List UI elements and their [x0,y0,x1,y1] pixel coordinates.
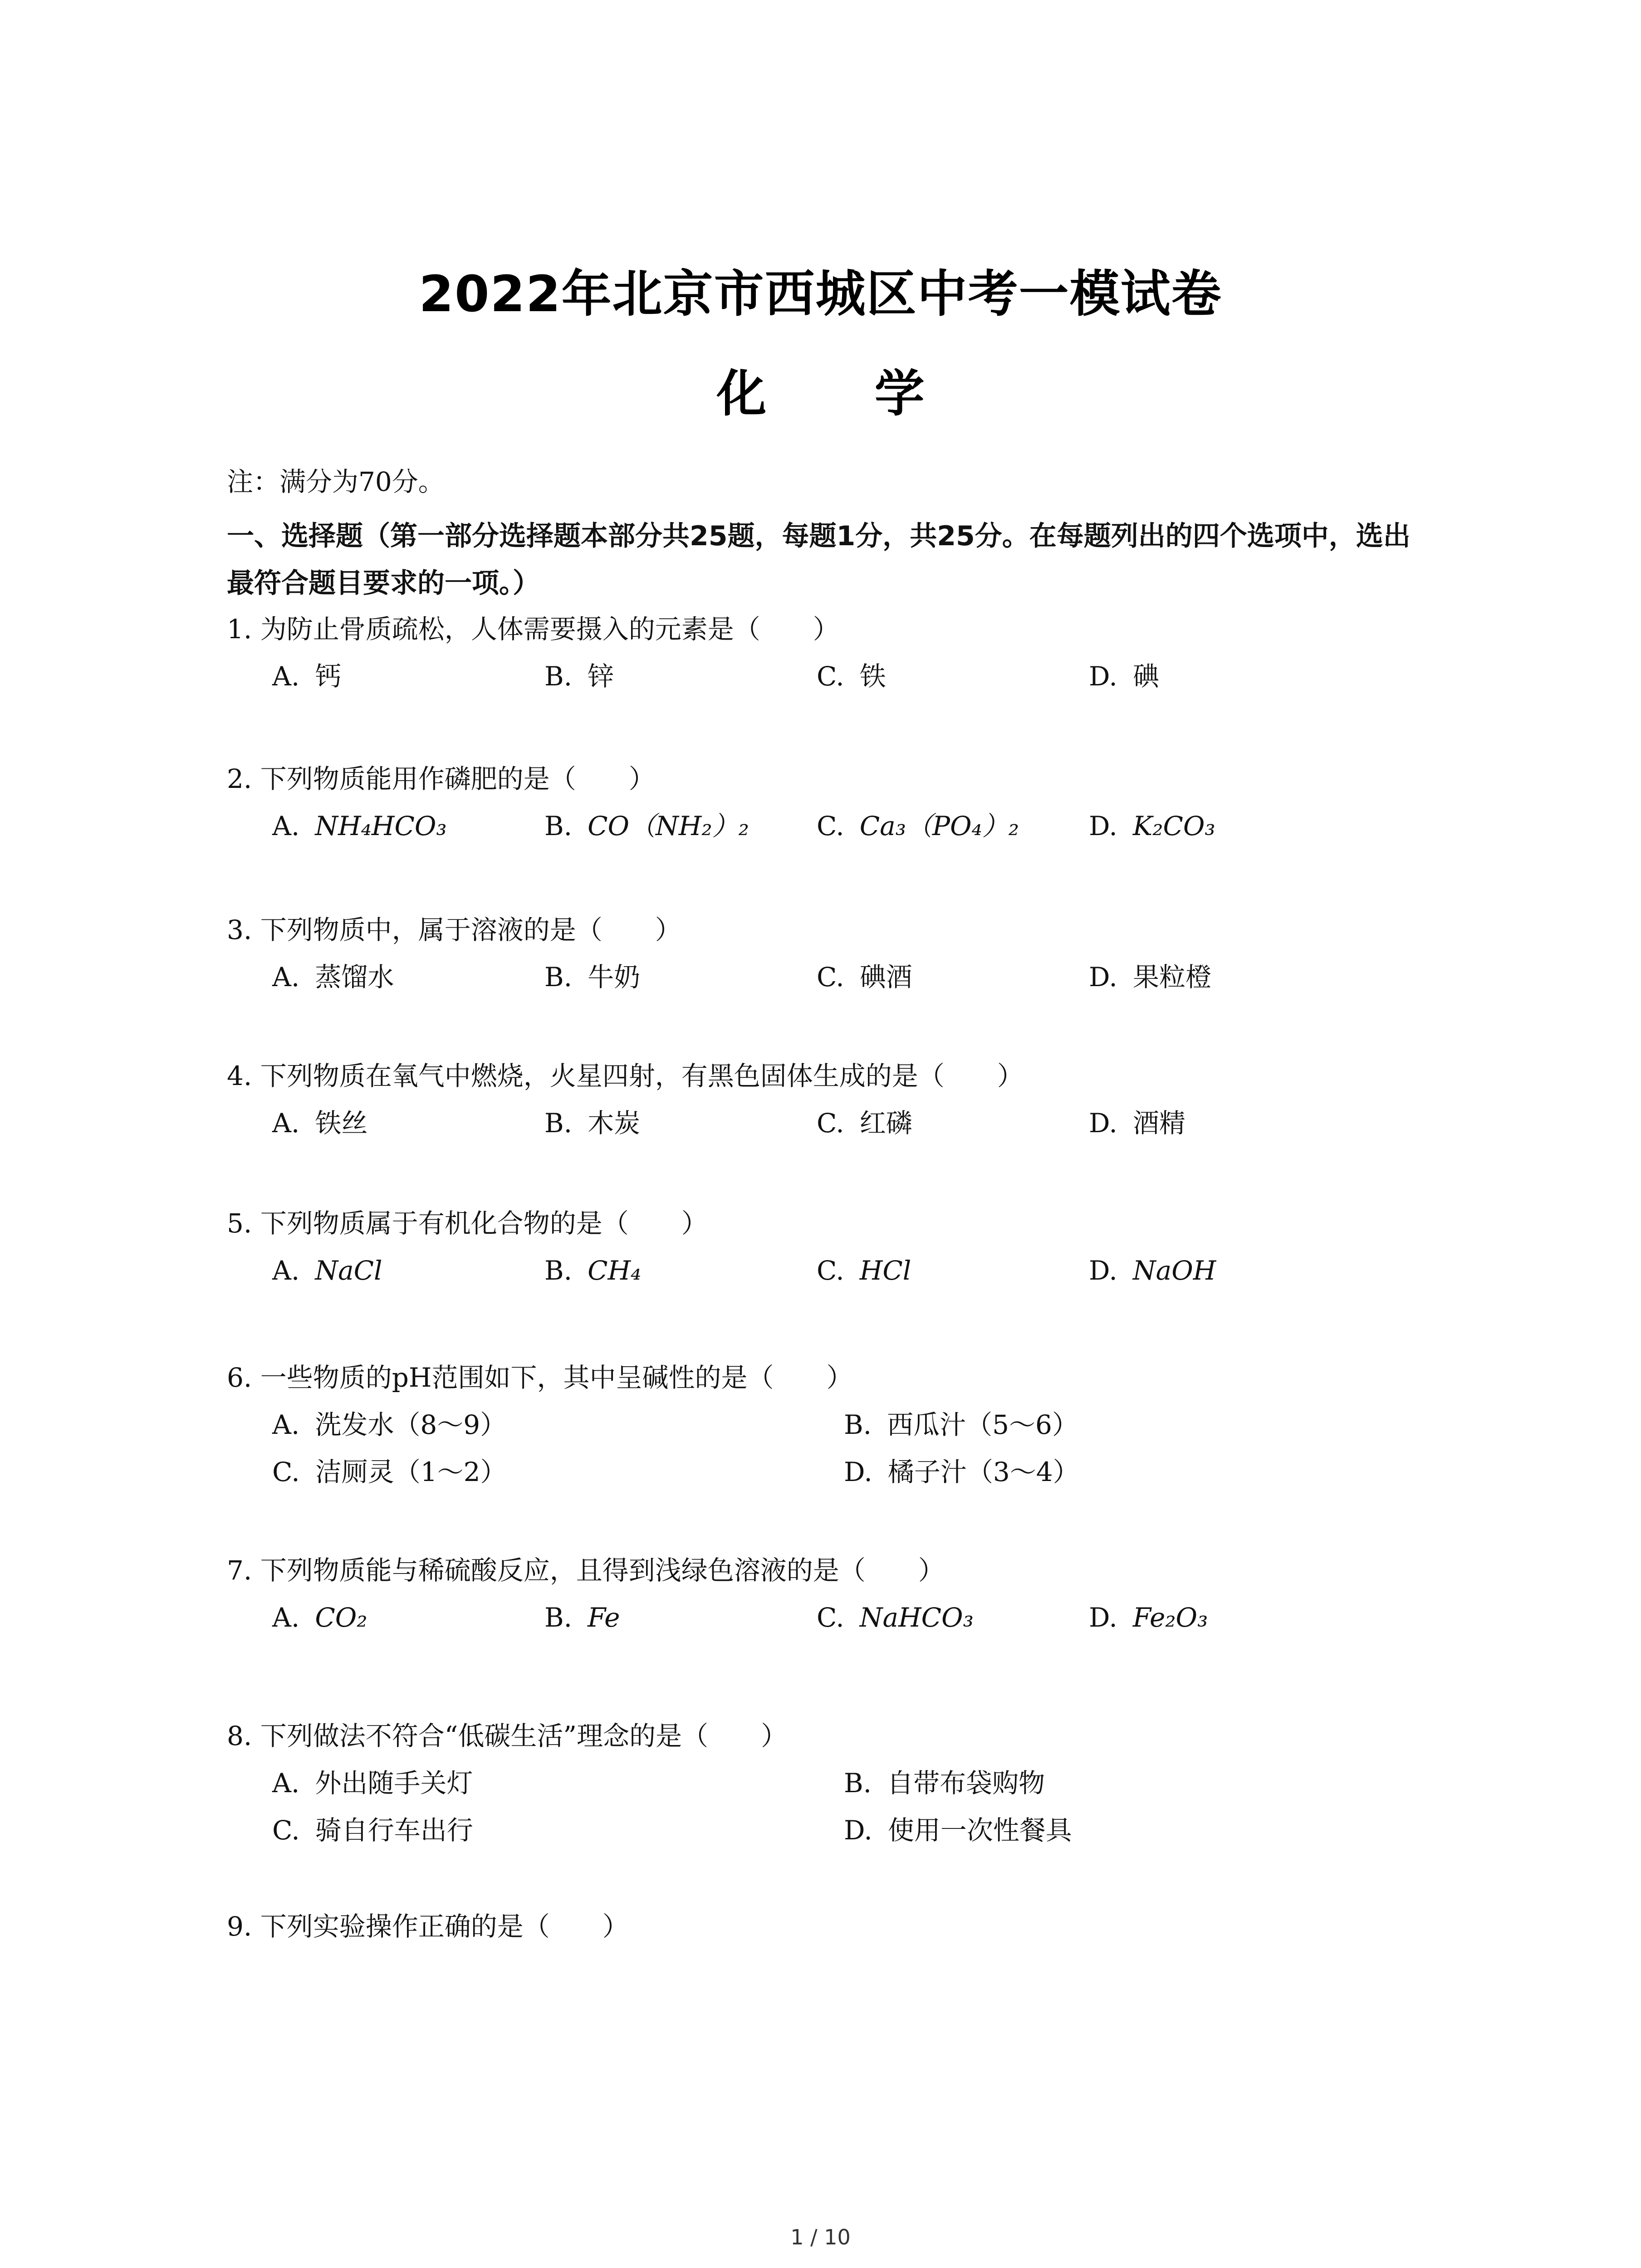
question-7 [227,1547,1452,1641]
option-text: 果粒橙 [1132,962,1212,992]
option-letter: C. [272,1815,300,1846]
option-text: 蒸馏水 [315,962,394,992]
option-letter: A. [272,962,300,992]
option-text: K₂CO₃ [1132,811,1215,841]
question-1 [227,606,1452,700]
question-stem: 9. 下列实验操作正确的是（ ） [227,1911,629,1942]
question-8 [227,1712,1452,1854]
question-9 [227,1903,1452,1950]
option-text: Fe₂O₃ [1132,1602,1208,1633]
option-text: Fe [588,1602,620,1633]
option-d [1089,1247,1216,1294]
option-text: 自带布袋购物 [887,1768,1045,1799]
question-stem: 2. 下列物质能用作磷肥的是（ ） [227,763,655,794]
option-text: 铁丝 [315,1108,368,1139]
subject-title: 化 学 [716,365,970,423]
option-row [227,953,1452,1001]
option-letter: D. [844,1457,872,1487]
option-a [272,1100,367,1147]
option-letter: C. [817,661,844,692]
option-b [844,1760,1045,1807]
option-b [544,1594,620,1641]
option-letter: C. [817,811,844,841]
option-letter: D. [1089,1602,1117,1633]
option-a [272,653,341,700]
option-c [817,1100,912,1147]
option-text: 洁厕灵（1～2） [315,1457,507,1487]
option-letter: A. [272,1768,300,1799]
option-text: CO（NH₂）₂ [588,811,749,841]
option-row [227,1807,1452,1854]
option-text: 锌 [588,661,614,692]
question-stem: 7. 下列物质能与稀硫酸反应，且得到浅绿色溶液的是（ ） [227,1555,945,1586]
question-stem: 6. 一些物质的pH范围如下，其中呈碱性的是（ ） [227,1362,853,1393]
option-text: 碘酒 [859,962,912,992]
option-letter: A. [272,661,300,692]
option-c [272,1807,473,1854]
option-text: 红磷 [859,1108,912,1139]
option-c [817,802,1019,850]
option-row [227,1100,1452,1147]
option-row [227,653,1452,700]
option-letter: C. [817,1108,844,1139]
option-letter: D. [1089,962,1117,992]
question-stem: 3. 下列物质中，属于溶液的是（ ） [227,914,681,945]
option-a [272,953,394,1001]
option-b [544,653,614,700]
option-letter: B. [544,962,573,992]
option-letter: C. [272,1457,300,1487]
option-row [227,1401,1452,1448]
option-letter: B. [544,1255,573,1286]
option-text: 碘 [1132,661,1159,692]
option-text: CO₂ [315,1602,367,1633]
question-stem: 8. 下列做法不符合“低碳生活”理念的是（ ） [227,1721,788,1751]
option-letter: B. [544,1602,573,1633]
option-text: 牛奶 [588,962,641,992]
option-text: 酒精 [1132,1108,1185,1139]
section-heading: 一、选择题（第一部分选择题本部分共25题，每题1分，共25分。在每题列出的四个选项中，选出最符合题目要求的一项。） [227,520,1411,599]
option-text: 木炭 [588,1108,641,1139]
option-letter: A. [272,1409,300,1440]
question-stem: 1. 为防止骨质疏松，人体需要摄入的元素是（ ） [227,614,839,645]
option-row [227,1247,1452,1294]
option-text: 骑自行车出行 [315,1815,473,1846]
option-text: 使用一次性餐具 [887,1815,1072,1846]
option-text: NaCl [315,1255,382,1286]
question-6 [227,1354,1452,1496]
option-letter: A. [272,1602,300,1633]
option-a [272,1760,473,1807]
option-text: Ca₃（PO₄）₂ [859,811,1019,841]
option-letter: D. [1089,1255,1117,1286]
option-letter: D. [1089,1108,1117,1139]
option-b [544,1100,640,1147]
option-letter: B. [544,661,573,692]
option-d [1089,653,1159,700]
option-b [544,802,749,850]
option-text: 钙 [315,661,342,692]
option-letter: B. [844,1409,872,1440]
option-b [544,953,640,1001]
option-a [272,1247,382,1294]
option-c [817,953,912,1001]
question-3 [227,906,1452,1001]
option-letter: A. [272,1108,300,1139]
option-a [272,1594,367,1641]
option-text: 洗发水（8～9） [315,1409,507,1440]
option-b [844,1401,1078,1448]
option-a [272,1401,506,1448]
option-letter: B. [544,1108,573,1139]
option-d [1089,802,1215,850]
option-c [817,653,886,700]
option-text: 铁 [859,661,886,692]
page-number: 1 / 10 [790,2225,851,2249]
option-letter: D. [844,1815,872,1846]
option-letter: D. [1089,661,1117,692]
option-d [844,1807,1072,1854]
option-letter: B. [844,1768,872,1799]
question-stem: 5. 下列物质属于有机化合物的是（ ） [227,1208,708,1239]
exam-title: 2022年北京市西城区中考一模试卷 [419,265,1222,323]
question-stem: 4. 下列物质在氧气中燃烧，火星四射，有黑色固体生成的是（ ） [227,1061,1024,1091]
question-5 [227,1200,1452,1294]
option-text: 西瓜汁（5～6） [887,1409,1078,1440]
option-d [1089,1594,1208,1641]
option-letter: A. [272,811,300,841]
option-row [227,1448,1452,1496]
option-c [817,1594,974,1641]
question-2 [227,755,1452,850]
option-letter: C. [817,1602,844,1633]
option-text: HCl [859,1255,911,1286]
option-letter: A. [272,1255,300,1286]
option-a [272,802,447,850]
option-letter: C. [817,962,844,992]
option-text: 橘子汁（3～4） [887,1457,1079,1487]
option-d [1089,953,1212,1001]
option-row [227,802,1452,850]
option-b [544,1247,641,1294]
option-letter: D. [1089,811,1117,841]
option-text: NaOH [1132,1255,1216,1286]
option-text: CH₄ [588,1255,642,1286]
option-c [817,1247,911,1294]
score-note: 注：满分为70分。 [227,466,445,497]
option-c [272,1448,507,1496]
option-text: NH₄HCO₃ [315,811,447,841]
option-letter: B. [544,811,573,841]
option-letter: C. [817,1255,844,1286]
option-text: NaHCO₃ [859,1602,974,1633]
option-row [227,1760,1452,1807]
question-4 [227,1052,1452,1147]
option-row [227,1594,1452,1641]
option-d [844,1448,1079,1496]
option-d [1089,1100,1185,1147]
option-text: 外出随手关灯 [315,1768,473,1799]
